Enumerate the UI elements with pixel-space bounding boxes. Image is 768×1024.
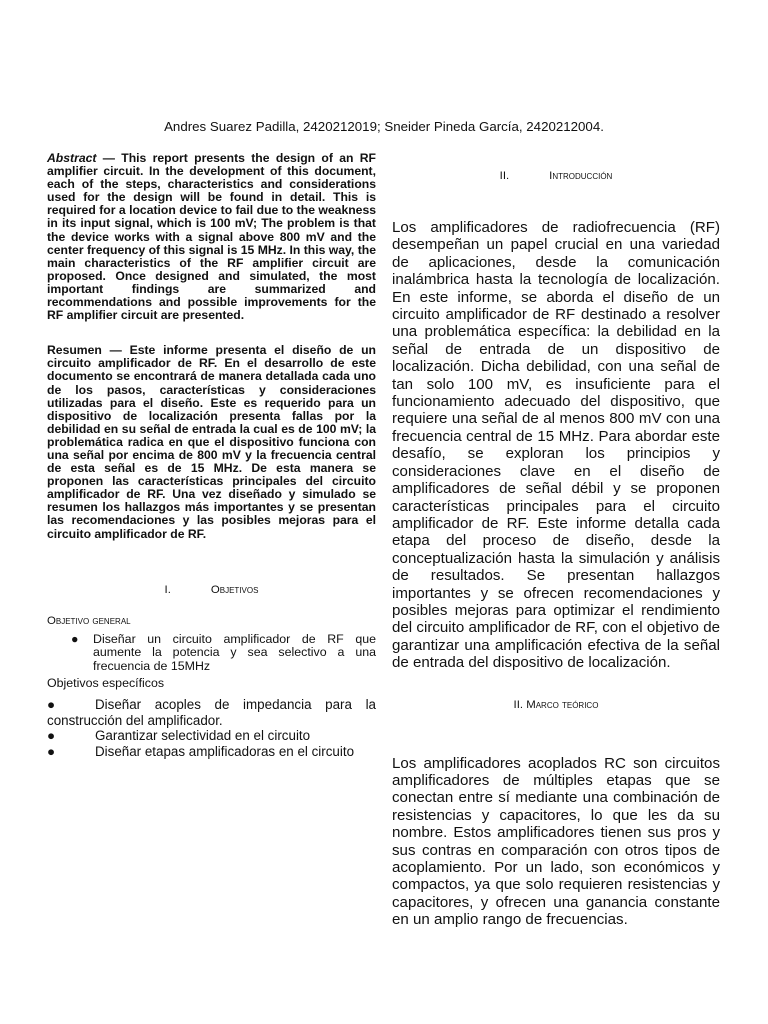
list-item	[47, 744, 376, 760]
list-item-text: Diseñar etapas amplificadoras en el circuito	[95, 743, 355, 759]
bullet-icon: ●	[47, 743, 56, 759]
right-column	[392, 152, 720, 944]
section-number: II.	[499, 170, 510, 182]
objetivo-general-item	[47, 633, 376, 674]
section-heading-marco-teorico	[392, 698, 720, 712]
list-item-text: Diseñar acoples de impedancia para la construcción del amplificador.	[47, 697, 376, 728]
resumen-paragraph: Resumen — Este informe presenta el diseño de un circuito amplificador de RF. En el desarrollo de este documento se encontrará de manera detallada cada uno de los pasos, características y consideraciones utilizadas para el diseño. Este es requerido para un dispositivo de localización presenta fallas por la debilidad en su señal de entrada la cual es de 100 mV; la problemática radica en que el dispositivo funciona con una señal por encima de 800 mV y la frecuencia central de esta señal es de 15 MHz. De esta manera se proponen las características principales del circuito amplificador de RF. Una vez diseñado y simulado se resumen los hallazgos más importantes y se presentan las recomendaciones y las posibles mejoras para el circuito amplificador de RF.	[47, 343, 376, 541]
objetivo-general-text: Diseñar un circuito amplificador de RF que aumente la potencia y sea selectivo a una frecuencia de 15MHz	[93, 631, 376, 673]
bullet-icon: ●	[71, 631, 79, 646]
section-number: II.	[513, 698, 524, 711]
section-number: I.	[164, 583, 171, 596]
list-item	[47, 697, 376, 728]
list-item-text: Garantizar selectividad en el circuito	[95, 728, 311, 744]
section-title: Marco teórico	[526, 698, 599, 711]
section-heading-introduccion	[392, 169, 720, 183]
abstract-label: Abstract	[47, 151, 97, 165]
section-title: Objetivos	[210, 583, 259, 596]
abstract-paragraph	[47, 152, 376, 322]
marco-teorico-paragraph: Los amplificadores acoplados RC son circuitos amplificadores de múltiples etapas que se conectan entre sí mediante una combinación de resistencias y capacitores, lo que les da su nombre. Estos amplificadores tienen sus pros y sus contras en comparación con otros tipos de acoplamiento. Por un lado, son económicos y compactos, ya que solo requieren resistencias y capacitores, y ofrecen una ganancia constante en un amplio rango de frecuencias.	[392, 754, 720, 929]
bullet-icon: ●	[47, 728, 56, 744]
section-title: Introducción	[549, 170, 613, 182]
objetivos-especificos-list	[47, 697, 376, 759]
authors-line: Andres Suarez Padilla, 2420212019; Sneider Pineda García, 2420212004.	[164, 119, 604, 134]
introduccion-paragraph: Los amplificadores de radiofrecuencia (RF) desempeñan un papel crucial en una variedad de aplicaciones, desde la comunicación inalámbrica hasta la tecnología de localización. En este informe, se aborda el diseño de un circuito amplificador de RF destinado a resolver una problemática específica: la debilidad en la señal de entrada de un dispositivo de localización. Dicha debilidad, con una señal de tan solo 100 mV, es insuficiente para el funcionamiento adecuado del dispositivo, que requiere una señal de al menos 800 mV con una frecuencia central de 15 MHz. Para abordar este desafío, se exploran los principios y consideraciones clave en el diseño de amplificadores de señal débil y se proponen características principales para el circuito amplificador de RF. Este informe detalla cada etapa del proceso de diseño, desde la conceptualización hasta la simulación y análisis de resultados. Se presentan hallazgos importantes y se ofrecen recomendaciones y posibles mejoras para optimizar el rendimiento del circuito amplificador de RF, con el objetivo de garantizar una amplificación efectiva de la señal de entrada del dispositivo de localización.	[392, 219, 720, 672]
objetivos-especificos-label: Objetivos específicos	[47, 676, 165, 691]
bullet-icon: ●	[47, 697, 56, 713]
left-column	[47, 152, 376, 759]
abstract-text: — This report presents the design of an RF amplifier circuit. In the development of this document, each of the steps, characteristics and considerations used for the design will be found in detail. This is required for a location device to fail due to the weakness in its input signal, which is 100 mV; The problem is that the device works with a signal above 800 mV and the center frequency of this signal is 15 MHz. In this way, the main characteristics of the RF amplifier circuit are proposed. Once designed and simulated, the most important findings are summarized and recommendations and possible improvements for the RF amplifier circuit are presented.	[47, 151, 376, 323]
objetivo-general-label: Objetivo general	[47, 614, 131, 627]
section-heading-objetivos	[47, 583, 376, 597]
list-item	[47, 728, 376, 744]
